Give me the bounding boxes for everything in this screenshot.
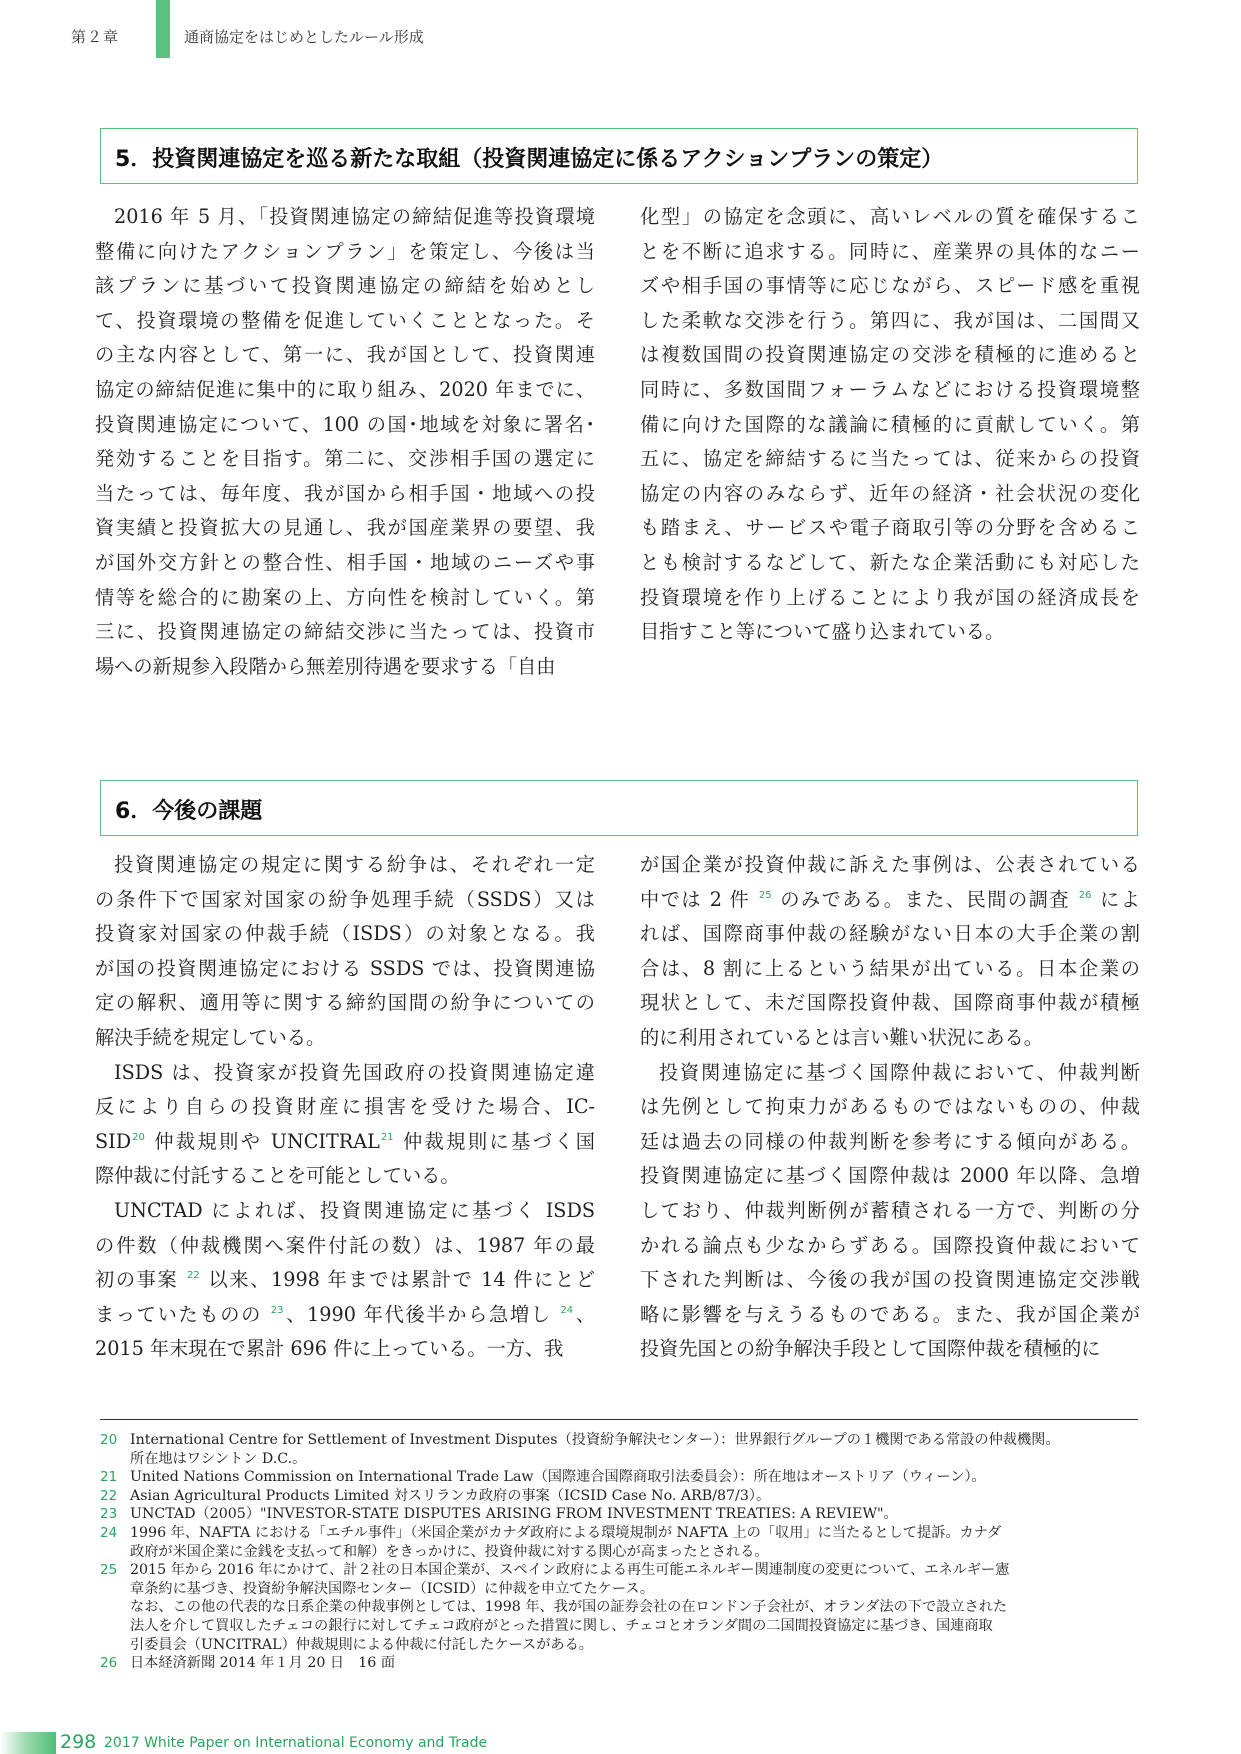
body-line: 情等を総合的に勘案の上、方向性を検討していく。第 — [95, 585, 595, 609]
footnote-item — [100, 1654, 1140, 1673]
footnote-text: なお、この他の代表的な日系企業の仲裁事例としては、1998 年、我が国の証券会社の在ロンドン子会社が、オランダ法の下で設立された — [130, 1599, 1008, 1616]
footnote-item — [100, 1524, 1140, 1561]
body-text-segment: 、 — [574, 1302, 595, 1326]
footnotes — [100, 1431, 1140, 1673]
body-text-segment: SID — [95, 1129, 132, 1153]
section-5-column-right — [640, 200, 1140, 650]
section-5-heading — [100, 128, 1138, 184]
body-line: 投資関連協定について、100 の国･地域を対象に署名･ — [95, 412, 595, 436]
footnote-ref[interactable]: 22 — [187, 1270, 200, 1282]
footnote-ref[interactable]: 24 — [560, 1304, 574, 1316]
body-line — [95, 1263, 595, 1298]
body-line: の件数（仲裁機関へ案件付託の数）は、1987 年の最 — [95, 1233, 595, 1257]
body-line: 合は、8 割に上るという結果が出ている。日本企業の — [640, 956, 1140, 980]
footnote-text: 1996 年、NAFTA における「エチル事件」（米国企業がカナダ政府による環境規制が NAFTA 上の「収用」に当たるとして提訴。カナダ — [130, 1524, 1002, 1541]
body-line: れば、国際商事仲裁の経験がない日本の大手企業の割 — [640, 922, 1140, 946]
footnote-text: 引委員会（UNCITRAL）仲裁規則による仲裁に付託したケースがある。 — [130, 1636, 593, 1653]
section-5-title: 5．投資関連協定を巡る新たな取組（投資関連協定に係るアクションプランの策定） — [115, 147, 944, 172]
section-6-column-right — [640, 848, 1140, 1367]
page-number: 298 — [60, 1731, 97, 1753]
footnote-ref[interactable]: 25 — [758, 889, 772, 901]
chapter-accent-bar — [156, 0, 170, 58]
body-line: は複数国間の投資関連協定の交渉を積極的に進めると — [640, 343, 1140, 367]
body-line: 発効することを目指す。第二に、交渉相手国の選定に — [95, 447, 595, 471]
footer-accent-bar — [0, 1732, 56, 1754]
body-line: 現状として、未だ国際投資仲裁、国際商事仲裁が積極 — [640, 991, 1140, 1015]
footnote-text: 政府が米国企業に金銭を支払って和解）をきっかけに、投資仲裁に対する関心が高まったとされる。 — [130, 1543, 769, 1560]
body-line: した柔軟な交渉を行う。第四に、我が国は、二国間又 — [640, 308, 1140, 332]
body-line: 下された判断は、今後の我が国の投資関連協定交渉戦 — [640, 1268, 1140, 1292]
body-line: 解決手続を規定している。 — [95, 1025, 326, 1049]
body-text-segment: 、1990 年代後半から急増し — [284, 1302, 560, 1326]
body-line: 当たっては、毎年度、我が国から相手国・地域への投 — [95, 481, 595, 505]
body-line: とも検討するなどして、新たな企業活動にも対応した — [640, 550, 1140, 574]
body-line: しており、仲裁判断例が蓄積される一方で、判断の分 — [640, 1198, 1140, 1222]
footnote-item — [100, 1561, 1140, 1654]
body-line: 的に利用されているとは言い難い状況にある。 — [640, 1025, 1043, 1049]
body-line: とを不断に追求する。同時に、産業界の具体的なニー — [640, 239, 1140, 263]
footnote-text: 2015 年から 2016 年にかけて、計２社の日本国企業が、スペイン政府による再生可能エネルギー関連制度の変更について、エネルギー憲 — [130, 1562, 1010, 1579]
footnote-text: 法人を介して買収したチェコの銀行に対してチェコ政府がとった措置に関し、チェコとオランダ間の二国間投資協定に基づき、国連商取 — [130, 1617, 993, 1634]
body-line: 際仲裁に付託することを可能としている。 — [95, 1164, 460, 1188]
body-text-segment: 仲裁規則や UNCITRAL — [145, 1129, 380, 1153]
footnote-item — [100, 1487, 1140, 1506]
footer-title: 2017 White Paper on International Economy and Trade — [104, 1735, 488, 1751]
body-text-segment: によ — [1092, 887, 1140, 911]
body-line: 投資環境を作り上げることにより我が国の経済成長を — [640, 585, 1140, 609]
body-line: 協定の締結促進に集中的に取り組み、2020 年までに、 — [95, 377, 595, 401]
body-line: 該プランに基づいて投資関連協定の締結を始めとし — [95, 274, 595, 298]
body-text-segment: 仲裁規則に基づく国 — [394, 1129, 595, 1153]
footnote-text: UNCTAD（2005）"INVESTOR-STATE DISPUTES ARISING FROM INVESTMENT TREATIES: A REVIEW"。 — [130, 1506, 898, 1523]
body-line: 投資家対国家の仲裁手続（ISDS）の対象となる。我 — [95, 922, 595, 946]
footnote-text: United Nations Commission on International Trade Law（国際連合国際商取引法委員会）：所在地はオーストリア（ウィーン）。 — [130, 1469, 986, 1486]
body-line: 略に影響を与えうるものである。また、我が国企業が — [640, 1302, 1140, 1326]
footnote-ref[interactable]: 21 — [380, 1131, 394, 1143]
footnote-text: Asian Agricultural Products Limited 対スリランカ政府の事案（ICSID Case No. ARB/87/3）。 — [130, 1487, 771, 1504]
body-line: 目指すこと等について盛り込まれている。 — [640, 620, 1005, 644]
section-6-column-left — [95, 848, 595, 1367]
chapter-label: 第２章 — [71, 28, 120, 46]
body-line: 備に向けた国際的な議論に積極的に貢献していく。第 — [640, 412, 1140, 436]
body-text-segment: まっていたものの — [95, 1302, 270, 1326]
footnote-number: 23 — [100, 1506, 118, 1523]
footnote-number: 24 — [100, 1524, 118, 1541]
body-line: 整備に向けたアクションプラン」を策定し、今後は当 — [95, 239, 595, 263]
body-line: ISDS は、投資家が投資先国政府の投資関連協定違 — [114, 1060, 595, 1084]
body-line — [640, 883, 1140, 918]
body-text-segment: 以来、1998 年までは累計で 14 件にとど — [200, 1268, 595, 1292]
footnote-number: 22 — [100, 1487, 118, 1504]
body-line: 三に、投資関連協定の締結交渉に当たっては、投資市 — [95, 620, 595, 644]
footnote-ref[interactable]: 20 — [132, 1131, 145, 1143]
body-line: 投資関連協定に基づく国際仲裁は 2000 年以降、急増 — [640, 1164, 1140, 1188]
body-text-segment: 初の事案 — [95, 1268, 187, 1292]
body-line: 投資先国との紛争解決手段として国際仲裁を積極的に — [640, 1337, 1101, 1361]
body-line: 2015 年末現在で累計 696 件に上っている。一方、我 — [95, 1337, 564, 1361]
footnote-text: 日本経済新聞 2014 年１月 20 日 16 面 — [130, 1655, 396, 1672]
body-text-segment: 中では 2 件 — [640, 887, 758, 911]
body-line: UNCTAD によれば、投資関連協定に基づく ISDS — [114, 1198, 595, 1222]
body-line — [95, 1298, 595, 1333]
footnote-item — [100, 1468, 1140, 1487]
section-6-heading — [100, 780, 1138, 836]
body-line: 協定の内容のみならず、近年の経済・社会状況の変化 — [640, 481, 1140, 505]
body-line: 五に、協定を締結するに当たっては、従来からの投資 — [640, 447, 1140, 471]
footnote-item — [100, 1431, 1140, 1468]
body-line: て、投資環境の整備を促進していくこととなった。そ — [95, 308, 595, 332]
footnote-number: 25 — [100, 1562, 118, 1579]
body-line: 場への新規参入段階から無差別待遇を要求する「自由 — [95, 654, 556, 678]
footnote-text: 所在地はワシントン D.C.。 — [130, 1450, 307, 1467]
body-line: 定の解釈、適用等に関する締約国間の紛争についての — [95, 991, 595, 1015]
body-line: かれる論点も少なからずある。国際投資仲裁において — [640, 1233, 1140, 1257]
body-line: 投資関連協定に基づく国際仲裁において、仲裁判断 — [659, 1060, 1140, 1084]
body-line: 化型」の協定を念頭に、高いレベルの質を確保するこ — [640, 205, 1140, 228]
body-line: が国外交方針との整合性、相手国・地域のニーズや事 — [95, 550, 595, 574]
body-line: 投資関連協定の規定に関する紛争は、それぞれ一定 — [114, 853, 595, 876]
body-line: 廷は過去の同様の仲裁判断を参考にする傾向がある。 — [640, 1129, 1140, 1153]
body-line: が国の投資関連協定における SSDS では、投資関連協 — [95, 956, 595, 980]
chapter-title: 通商協定をはじめとしたルール形成 — [184, 28, 424, 46]
footnote-number: 20 — [100, 1432, 118, 1448]
body-line: ズや相手国の事情等に応じながら、スピード感を重視 — [640, 274, 1140, 298]
body-line: 同時に、多数国間フォーラムなどにおける投資環境整 — [640, 377, 1140, 401]
section-6-title: 6．今後の課題 — [115, 799, 263, 824]
footnote-rule — [100, 1419, 1138, 1420]
body-line: が国企業が投資仲裁に訴えた事例は、公表されている — [640, 853, 1140, 876]
footnote-ref[interactable]: 26 — [1078, 889, 1092, 901]
body-line: 2016 年 5 月、「投資関連協定の締結促進等投資環境 — [114, 205, 595, 228]
body-line: 反により自らの投資財産に損害を受けた場合、IC- — [95, 1095, 595, 1119]
footnote-text: International Centre for Settlement of Investment Disputes（投資紛争解決センター）：世界銀行グループの１機関である常設の仲裁機関。 — [130, 1432, 1060, 1448]
footnote-number: 21 — [100, 1469, 118, 1486]
footnote-item — [100, 1505, 1140, 1524]
body-line: の条件下で国家対国家の紛争処理手続（SSDS）又は — [95, 887, 595, 911]
body-line: は先例として拘束力があるものではないものの、仲裁 — [640, 1095, 1140, 1119]
body-line: の主な内容として、第一に、我が国として、投資関連 — [95, 343, 595, 367]
footnote-text: 章条約に基づき、投資紛争解決国際センター（ICSID）に仲裁を申立てたケース。 — [130, 1580, 655, 1597]
footnote-ref[interactable]: 23 — [270, 1304, 284, 1316]
footnote-number: 26 — [100, 1655, 118, 1672]
body-line: も踏まえ、サービスや電子商取引等の分野を含めるこ — [640, 516, 1140, 540]
section-5-column-left — [95, 200, 595, 684]
body-line: 資実績と投資拡大の見通し、我が国産業界の要望、我 — [95, 516, 595, 540]
body-line — [95, 1125, 595, 1160]
body-text-segment: のみである。また、民間の調査 — [772, 887, 1078, 911]
